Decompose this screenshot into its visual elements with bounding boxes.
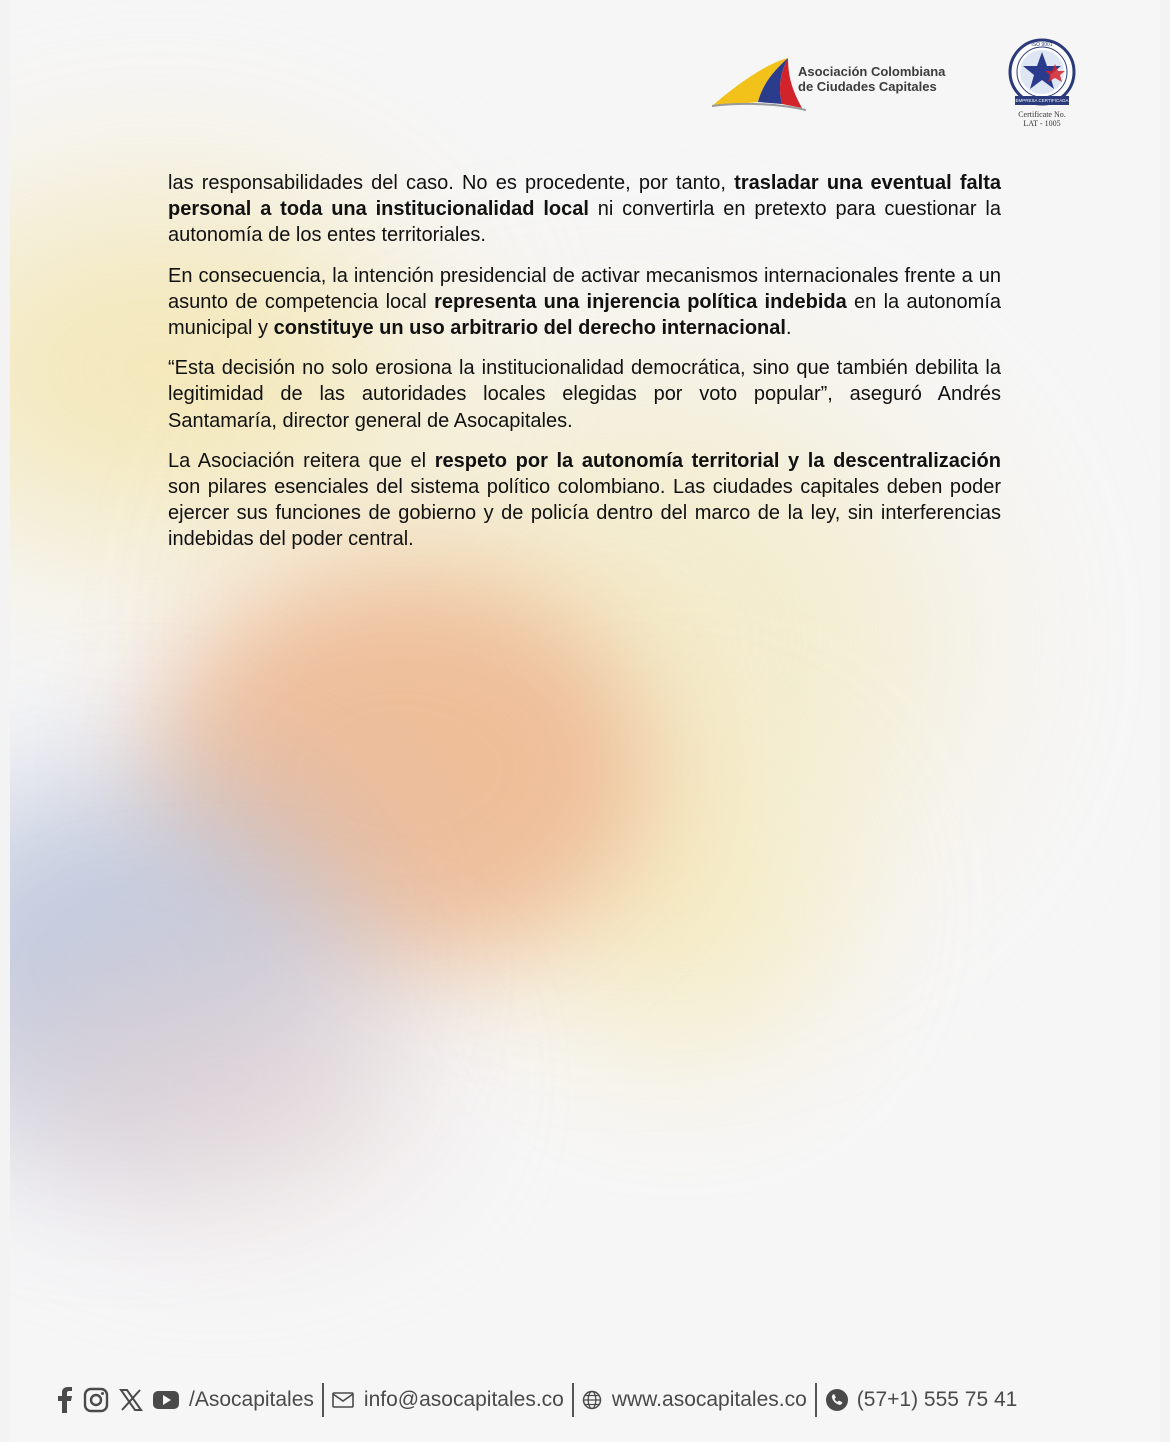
certificate-number [1003,110,1081,128]
instagram-icon[interactable] [83,1387,109,1413]
seal-top-text: ISO 9001 [1031,42,1053,48]
facebook-icon[interactable] [57,1387,73,1413]
email-link[interactable]: info@asocapitales.co [363,1388,564,1411]
mail-icon [332,1392,354,1408]
x-icon[interactable] [119,1388,143,1412]
text-run: . [785,317,792,340]
logo-line-2: de Ciudades Capitales [798,79,937,94]
phone-icon [825,1388,849,1412]
text-run: “Esta decisión no solo erosiona la institucionalidad democrática, sino que también debilita la legitimidad de las autoridades locales elegidas por voto popular”, aseguró Andrés Santamaría, director general de Asocapitales. [168,357,1001,432]
seal-ring-text: EMPRESA CERTIFICADA [1015,98,1069,103]
text-run: En consecuencia, la intención presidencial de activar mecanismos internacionales frente a un asunto de competencia local [168,264,1001,313]
bold-text-run: constituye un uso arbitrario del derecho internacional [273,317,786,340]
certificate-label: Certificate No. [1018,110,1066,119]
footer-divider [322,1383,324,1417]
text-run: son pilares esenciales del sistema político colombiano. Las ciudades capitales deben poder ejercer sus funciones de gobierno y de policía dentro del marco de la ley, sin interferencias indebidas del poder central. [168,476,1001,551]
bold-text-run: respeto por la autonomía territorial y la descentralización [434,449,1001,472]
certificate-id: LAT - 1005 [1023,119,1061,128]
footer-divider [572,1383,574,1417]
globe-icon [582,1390,602,1410]
logo-wordmark [798,64,945,94]
text-run: las responsabilidades del caso. No es procedente, por tanto, [168,172,735,194]
social-handle[interactable]: /Asocapitales [189,1388,314,1411]
text-run: ni convertirla en pretexto para cuestionar la autonomía de los entes territoriales. [168,198,1001,247]
bold-text-run: representa una injerencia política indebida [434,290,847,313]
logo-swoosh-icon [710,52,806,114]
background-blob-pink [10,950,430,1210]
asocapitales-logo [710,48,970,118]
text-run: en la autonomía municipal y [168,290,1001,340]
phone-number[interactable]: (57+1) 555 75 41 [856,1388,1018,1411]
website-link[interactable]: www.asocapitales.co [611,1388,807,1411]
paragraph-1 [168,170,1001,249]
paragraph-3 [168,355,1001,434]
bold-text-run: trasladar una eventual falta personal a toda una institucionalidad local [168,172,1002,221]
text-run: La Asociación reitera que el [168,449,435,472]
footer-divider [815,1383,817,1417]
footer-contact-bar [57,1383,1017,1417]
paragraph-2 [168,263,1001,342]
paragraph-4 [168,448,1001,553]
youtube-icon[interactable] [153,1390,179,1410]
document-body [168,170,1001,567]
logo-line-1: Asociación Colombiana [798,64,946,79]
